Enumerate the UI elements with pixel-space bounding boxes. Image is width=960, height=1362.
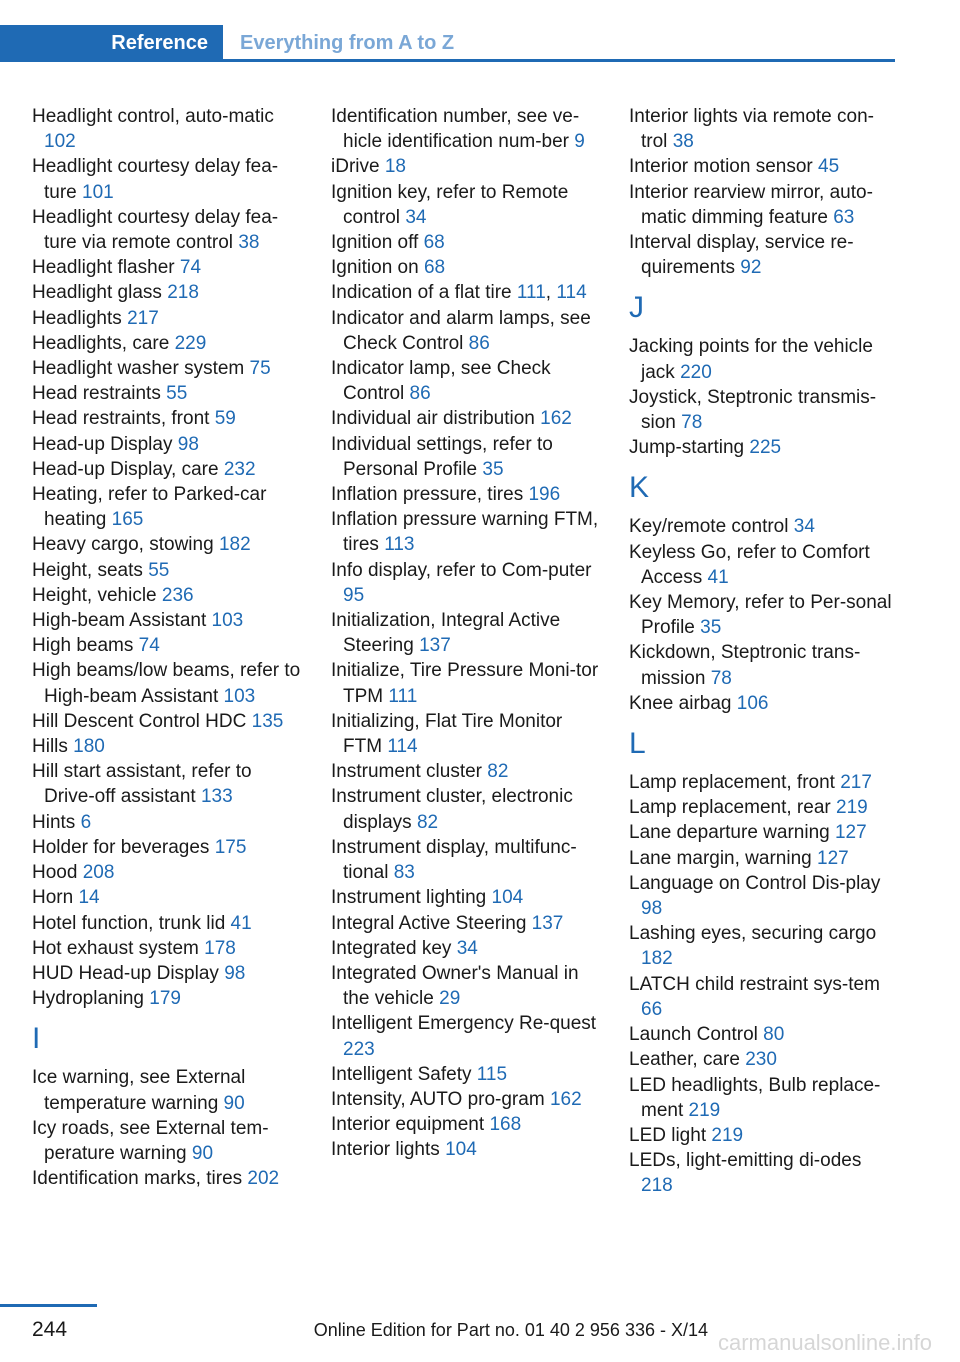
breadcrumb[interactable]: Everything from A to Z: [240, 32, 455, 54]
index-entry: [331, 1087, 601, 1112]
entry-text: Kickdown, Steptronic trans-mission: [629, 642, 861, 689]
page-link[interactable]: 218: [641, 1175, 673, 1197]
entry-text: Hydroplaning: [32, 988, 144, 1010]
index-entry: [32, 936, 302, 961]
section-tab[interactable]: Reference: [0, 25, 223, 62]
page-link[interactable]: 41: [230, 912, 252, 934]
entry-text: Lane departure warning: [629, 822, 830, 844]
entry-text: Key Memory, refer to Per-sonal Profile: [629, 592, 892, 639]
watermark: carmanualsonline.info: [717, 1330, 932, 1355]
index-entry: [331, 835, 601, 885]
page-link[interactable]: 35: [482, 458, 504, 480]
index-entry: [32, 381, 302, 406]
entry-text: Initialization, Integral Active Steering: [331, 610, 561, 657]
page-link[interactable]: 182: [641, 948, 673, 970]
page-link[interactable]: 219: [711, 1124, 744, 1146]
index-entry: [32, 558, 302, 583]
entry-text: Height, seats: [32, 559, 143, 581]
index-entry: [331, 406, 601, 431]
index-entry: [32, 255, 302, 280]
entry-text: LED light: [629, 1124, 707, 1146]
entry-text: Interior equipment: [331, 1114, 485, 1136]
index-entry: [629, 230, 897, 280]
index-entry: [331, 1137, 601, 1162]
index-entry: [629, 1123, 897, 1148]
entry-text: Identification marks, tires: [32, 1168, 243, 1190]
page-link[interactable]: 92: [740, 257, 762, 279]
index-entry: [629, 1022, 897, 1047]
page-link[interactable]: 165: [111, 509, 144, 531]
entry-text: Hood: [32, 862, 78, 884]
page-link[interactable]: 111: [516, 282, 546, 304]
index-entry: [32, 205, 302, 255]
index-entry: [32, 1166, 302, 1191]
page-link[interactable]: 80: [763, 1024, 785, 1046]
page-link[interactable]: 217: [840, 772, 872, 794]
page-link[interactable]: 230: [745, 1049, 777, 1071]
index-entry: [629, 846, 897, 871]
index-entry: [32, 583, 302, 608]
page-link[interactable]: 68: [423, 232, 445, 254]
page-link[interactable]: 29: [439, 988, 461, 1010]
index-entry: [629, 590, 897, 640]
entry-text: Jump-starting: [629, 437, 745, 459]
footer-divider: [0, 1304, 97, 1307]
entry-text: Leather, care: [629, 1049, 740, 1071]
page-link[interactable]: 18: [384, 156, 406, 178]
page-link[interactable]: 162: [549, 1088, 582, 1110]
entry-text: Hill Descent Control HDC: [32, 710, 247, 732]
entry-text: Head-up Display, care: [32, 458, 219, 480]
page-link[interactable]: 133: [200, 786, 233, 808]
page-link[interactable]: 38: [672, 131, 694, 153]
index-entry: [32, 860, 302, 885]
page-link[interactable]: 90: [191, 1142, 214, 1164]
index-entry: [629, 435, 897, 460]
page-link[interactable]: 82: [487, 761, 509, 783]
entry-text: Ignition off: [331, 232, 419, 254]
page-link[interactable]: 232: [223, 458, 256, 480]
index-column-1: [32, 104, 302, 1191]
page-link[interactable]: 95: [343, 584, 365, 606]
entry-text: Key/remote control: [629, 516, 789, 538]
index-entry: [629, 514, 897, 539]
entry-text: High-beam Assistant: [32, 610, 207, 632]
index-entry: [32, 104, 302, 154]
entry-text: Heating, refer to Parked-car heating: [32, 484, 267, 531]
entry-text: Knee airbag: [629, 692, 732, 714]
entry-text: High beams: [32, 635, 134, 657]
page-link[interactable]: 114: [387, 736, 418, 758]
entry-text: Launch Control: [629, 1024, 758, 1046]
page-link[interactable]: 74: [179, 257, 202, 279]
index-entry: [629, 180, 897, 230]
entry-text: HUD Head-up Display: [32, 962, 219, 984]
page-link[interactable]: 66: [641, 998, 663, 1020]
page-link[interactable]: 178: [204, 937, 236, 959]
index-entry: [331, 558, 601, 608]
page-link[interactable]: 41: [707, 566, 729, 588]
index-entry: [331, 709, 601, 759]
page-link[interactable]: 34: [405, 206, 427, 228]
entry-text: Integrated Owner's Manual in the vehicle: [331, 962, 579, 1010]
entry-text: Headlight courtesy delay fea-ture via remote control: [32, 206, 279, 254]
page-link[interactable]: 34: [793, 516, 815, 538]
page-link[interactable]: 98: [641, 898, 663, 920]
index-entry: [331, 885, 601, 910]
entry-text: Head-up Display: [32, 433, 173, 455]
page-header: [0, 25, 895, 62]
entry-text: Instrument cluster, electronic displays: [331, 786, 573, 833]
entry-text: Headlight courtesy delay fea-ture: [32, 156, 279, 203]
index-entry: [331, 154, 601, 179]
page-link[interactable]: 34: [456, 937, 478, 959]
entry-text: LED headlights, Bulb replace-ment: [629, 1074, 881, 1121]
entry-text: Integral Active Steering: [331, 912, 527, 934]
entry-text: Hill start assistant, refer to Drive-off assistant: [32, 761, 252, 808]
page-link[interactable]: 63: [833, 206, 855, 228]
index-entry: Indication of a flat tire 111, 114: [331, 282, 587, 304]
page-link[interactable]: 202: [247, 1168, 280, 1190]
entry-text: Ignition key, refer to Remote control: [331, 181, 569, 228]
index-entry: [32, 759, 302, 809]
entry-text: LATCH child restraint sys-tem: [629, 973, 880, 995]
page-link[interactable]: 111: [388, 685, 418, 707]
index-entry: [32, 432, 302, 457]
page-link[interactable]: 135: [251, 710, 284, 732]
page-link[interactable]: 106: [736, 692, 769, 714]
entry-text: Instrument display, multifunc-tional: [331, 836, 577, 884]
index-entry: [331, 356, 601, 406]
page-link[interactable]: 219: [836, 797, 868, 819]
index-entry: [32, 482, 302, 532]
page-link[interactable]: 127: [817, 847, 849, 869]
entry-text: Instrument lighting: [331, 887, 487, 909]
page-link[interactable]: 59: [214, 408, 236, 430]
page-link[interactable]: 115: [476, 1063, 508, 1085]
edition-note: Online Edition for Part no. 01 40 2 956 336 - X/14: [313, 1320, 708, 1340]
index-entry: [629, 385, 897, 435]
page-link[interactable]: 74: [138, 635, 160, 657]
section-letter: L: [629, 727, 646, 761]
page-link[interactable]: 83: [393, 862, 415, 884]
page-link[interactable]: 90: [223, 1092, 245, 1114]
index-entry: [629, 1148, 897, 1198]
entry-text: Keyless Go, refer to Comfort Access: [629, 541, 870, 588]
index-entry: [331, 608, 601, 658]
entry-text: Icy roads, see External tem-perature warning: [32, 1117, 269, 1164]
index-entry: [32, 306, 302, 331]
index-entry: [331, 104, 601, 154]
page-link[interactable]: 103: [223, 685, 256, 707]
index-entry: [331, 432, 601, 482]
page-link[interactable]: 217: [127, 307, 159, 329]
page-number: 244: [32, 1318, 68, 1341]
entry-text: Hills: [32, 736, 68, 758]
entry-text: Headlight washer system: [32, 358, 245, 380]
page-link[interactable]: 236: [161, 584, 194, 606]
entry-text: Headlights: [32, 307, 122, 329]
index-entry: [32, 835, 302, 860]
index-column-2: [331, 104, 601, 1163]
entry-text: Heavy cargo, stowing: [32, 534, 214, 556]
page-link[interactable]: 104: [491, 887, 524, 909]
section-letter: K: [629, 471, 650, 505]
page-link[interactable]: 175: [214, 836, 247, 858]
index-entry: [331, 306, 601, 356]
entry-text: Hotel function, trunk lid: [32, 912, 226, 934]
page-link[interactable]: 68: [423, 257, 446, 279]
entry-text: Inflation pressure warning FTM, tires: [331, 509, 599, 556]
entry-text: Identification number, see ve-hicle identification num-ber: [331, 106, 580, 153]
page-link[interactable]: 78: [710, 667, 732, 689]
index-entry: [32, 1116, 302, 1166]
page-link[interactable]: 101: [82, 181, 114, 203]
index-entry: [629, 921, 897, 971]
entry-text: Indicator lamp, see Check Control: [331, 358, 551, 405]
index-entry: [32, 406, 302, 431]
entry-text: Individual air distribution: [331, 408, 535, 430]
index-entry: [32, 532, 302, 557]
entry-text: Instrument cluster: [331, 761, 482, 783]
index-entry: [32, 961, 302, 986]
index-column-3: [629, 104, 897, 1199]
entry-text: Horn: [32, 887, 74, 909]
index-entry: [331, 255, 601, 280]
entry-text: Lashing eyes, securing cargo: [629, 923, 877, 945]
entry-text: Height, vehicle: [32, 584, 157, 606]
page-link[interactable]: 137: [419, 635, 451, 657]
index-entry: [331, 507, 601, 557]
section-letter: I: [32, 1022, 41, 1056]
index-entry: [331, 759, 601, 784]
entry-text: Initialize, Tire Pressure Moni-tor TPM: [331, 660, 599, 707]
index-entry: [32, 709, 302, 734]
index-entry: [32, 154, 302, 204]
index-entry: [629, 972, 897, 1022]
entry-text: Head restraints, front: [32, 408, 210, 430]
index-entry: [32, 457, 302, 482]
entry-text: Headlight control, auto-matic: [32, 106, 274, 127]
index-entry: [32, 885, 302, 910]
entry-text: Individual settings, refer to Personal Profile: [331, 433, 553, 480]
page-link[interactable]: 78: [681, 412, 703, 434]
entry-text: Lamp replacement, front: [629, 772, 835, 794]
index-entry: [32, 608, 302, 633]
index-entry: [629, 1047, 897, 1072]
entry-text: Interior motion sensor: [629, 156, 813, 178]
entry-text: Hot exhaust system: [32, 937, 199, 959]
entry-text: Initializing, Flat Tire Monitor FTM: [331, 710, 563, 758]
page-link[interactable]: 182: [218, 534, 251, 556]
page-link[interactable]: 225: [749, 437, 782, 459]
index-entry: [32, 356, 302, 381]
page-link[interactable]: 114: [556, 282, 587, 304]
page-link[interactable]: 35: [700, 617, 722, 639]
page-link[interactable]: 38: [238, 232, 260, 254]
entry-text: Intelligent Safety: [331, 1063, 472, 1085]
index-entry: [331, 230, 601, 255]
index-entry: [32, 633, 302, 658]
entry-text: Lane margin, warning: [629, 847, 812, 869]
page-link[interactable]: 219: [688, 1099, 721, 1121]
index-entry: [629, 104, 897, 154]
page-link[interactable]: 137: [531, 912, 564, 934]
index-entry: [629, 540, 897, 590]
entry-text: Headlight flasher: [32, 257, 175, 279]
entry-text: Interior lights via remote con-trol: [629, 106, 874, 153]
entry-text: Intelligent Emergency Re-quest: [331, 1013, 597, 1035]
entry-text: Ignition on: [331, 257, 419, 279]
index-entry: [629, 1073, 897, 1123]
entry-text: Language on Control Dis-play: [629, 872, 881, 894]
page-link[interactable]: 9: [574, 131, 585, 153]
entry-text: Holder for beverages: [32, 836, 210, 858]
page-link[interactable]: 98: [224, 962, 246, 984]
index-entry: [629, 795, 897, 820]
index-entry: [331, 784, 601, 834]
entry-text: Info display, refer to Com-puter: [331, 559, 592, 581]
page-link[interactable]: 103: [211, 610, 244, 632]
page-link[interactable]: 102: [44, 131, 76, 153]
index-entry: [331, 180, 601, 230]
page-link[interactable]: 218: [167, 282, 199, 304]
entry-text: Hints: [32, 811, 76, 833]
page-link[interactable]: 180: [73, 736, 105, 758]
page-link[interactable]: 75: [249, 358, 271, 380]
entry-text: Integrated key: [331, 937, 452, 959]
entry-text: Ice warning, see External temperature warning: [32, 1067, 246, 1114]
entry-text: Interval display, service re-quirements: [629, 232, 854, 279]
entry-text: Lamp replacement, rear: [629, 797, 831, 819]
index-entry: [629, 691, 897, 716]
page-link[interactable]: 55: [148, 559, 170, 581]
index-entry: [32, 331, 302, 356]
page-link[interactable]: 86: [468, 332, 490, 354]
page-link[interactable]: 113: [384, 534, 415, 556]
entry-text: iDrive: [331, 156, 380, 178]
page-link[interactable]: 168: [489, 1114, 522, 1136]
entry-text: LEDs, light-emitting di-odes: [629, 1150, 862, 1172]
page-link[interactable]: 104: [445, 1139, 477, 1161]
page-link[interactable]: 208: [82, 862, 115, 884]
page-link[interactable]: 6: [80, 811, 92, 833]
entry-text: Indicator and alarm lamps, see Check Control: [331, 307, 591, 354]
index-entry: [331, 658, 601, 708]
entry-text: Headlight glass: [32, 282, 162, 304]
index-entry: [629, 770, 897, 795]
page-link[interactable]: 223: [343, 1038, 375, 1060]
index-entry: [629, 640, 897, 690]
index-entry: [331, 482, 601, 507]
index-entry: [32, 1065, 302, 1115]
entry-text: Interior rearview mirror, auto-matic dimming feature: [629, 181, 873, 228]
index-entry: [32, 911, 302, 936]
entry-text: Jacking points for the vehicle jack: [629, 336, 873, 383]
index-entry: [331, 936, 601, 961]
index-entry: [331, 961, 601, 1011]
page-link[interactable]: 220: [680, 361, 712, 383]
entry-text: Joystick, Steptronic transmis-sion: [629, 386, 877, 434]
index-entry: [32, 810, 302, 835]
entry-text: Head restraints: [32, 383, 161, 405]
page-link[interactable]: 229: [174, 332, 207, 354]
page-link[interactable]: 127: [834, 822, 867, 844]
page-link[interactable]: 86: [409, 383, 431, 405]
index-entry: [629, 871, 897, 921]
index-entry: [331, 911, 601, 936]
entry-text: Intensity, AUTO pro-gram: [331, 1088, 545, 1110]
entry-text: High beams/low beams, refer to High-beam Assistant: [32, 660, 301, 707]
index-entry: [629, 334, 897, 384]
page-link[interactable]: 14: [78, 887, 100, 909]
index-entry: [629, 154, 897, 179]
page-link[interactable]: 82: [416, 811, 439, 833]
page-link[interactable]: 196: [528, 484, 561, 506]
index-entry: [331, 1011, 601, 1061]
index-entry: [32, 734, 302, 759]
entry-text: Headlights, care: [32, 332, 170, 354]
entry-text: Interior lights: [331, 1139, 440, 1161]
entry-text: Indication of a flat tire: [331, 282, 512, 304]
index-entry: [32, 280, 302, 305]
page-link[interactable]: 55: [166, 383, 188, 405]
index-entry: [629, 820, 897, 845]
index-entry: [331, 1112, 601, 1137]
page-link[interactable]: 45: [818, 156, 840, 178]
index-entry: [32, 658, 302, 708]
header-divider: [223, 59, 895, 62]
page-link[interactable]: 179: [149, 988, 181, 1010]
entry-text: Inflation pressure, tires: [331, 484, 524, 506]
page-link[interactable]: 162: [540, 408, 572, 430]
index-entry: [32, 986, 302, 1011]
index-entry: [331, 1062, 601, 1087]
page-link[interactable]: 98: [177, 433, 199, 455]
section-letter: J: [629, 291, 644, 325]
